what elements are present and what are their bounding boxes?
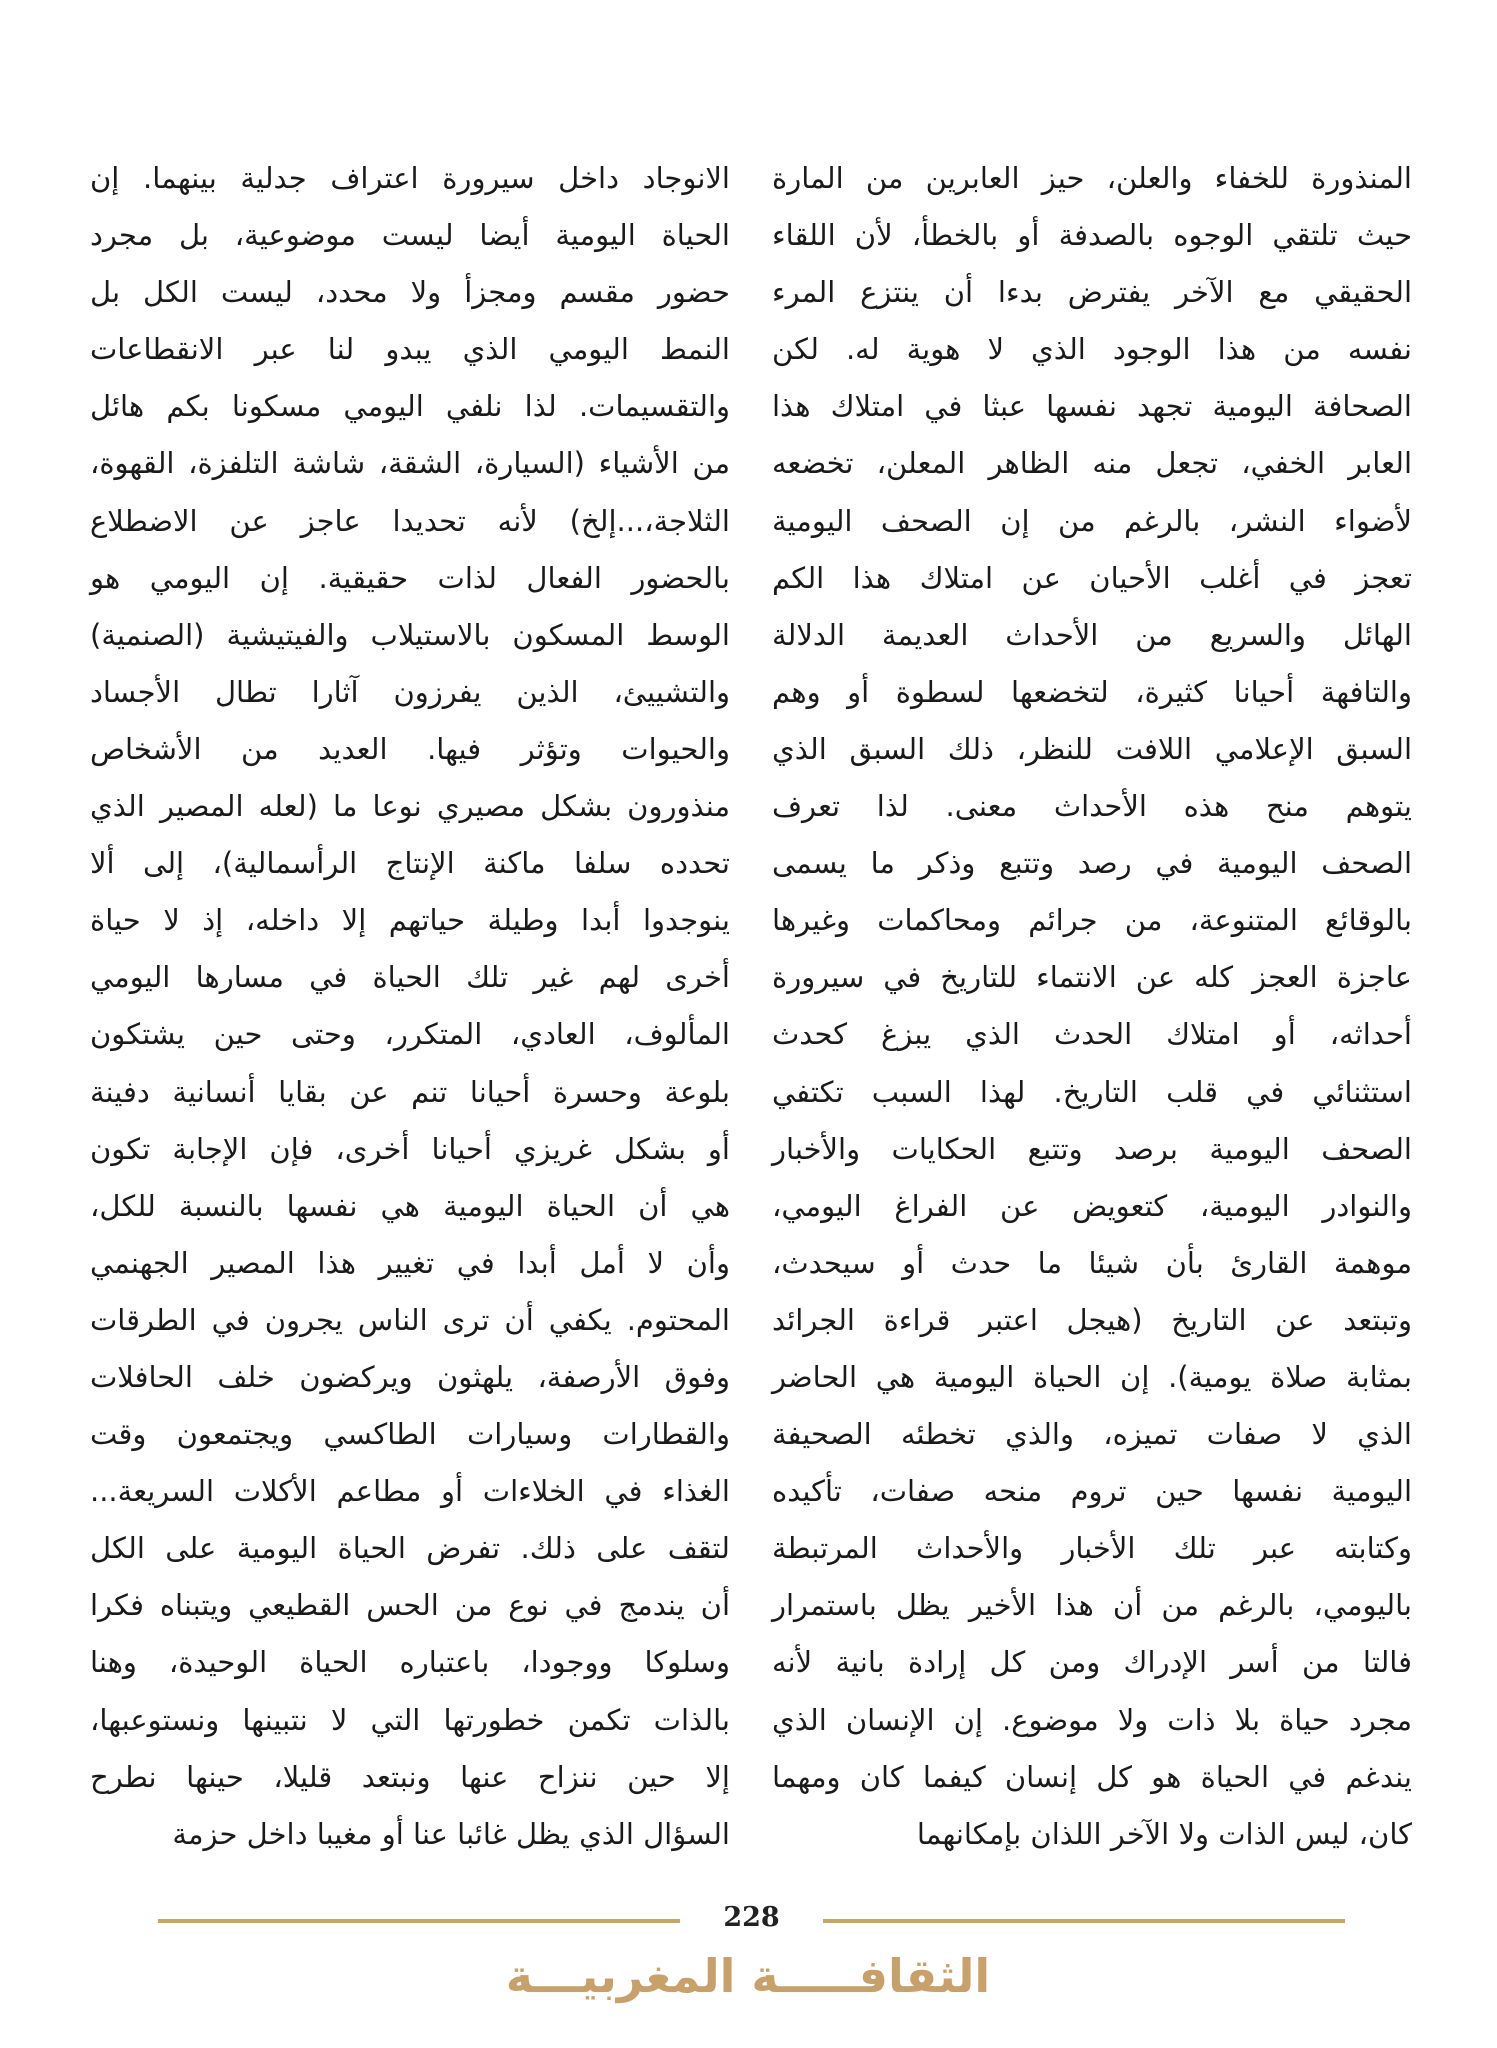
text-line: وكتابته عبر تلك الأخبار والأحداث المرتبطة bbox=[772, 1531, 1412, 1566]
text-line: الصحافة اليومية تجهد نفسها عبثا في امتلاك هذا bbox=[772, 389, 1412, 424]
text-line: وتبتعد عن التاريخ (هيجل اعتبر قراءة الجرائد bbox=[772, 1302, 1412, 1337]
text-line: ينوجدوا أبدا وطيلة حياتهم إلا داخله، إذ لا حياة bbox=[90, 903, 730, 938]
left-text-column bbox=[90, 150, 730, 1863]
text-line: والنوادر اليومية، كتعويض عن الفراغ اليومي، bbox=[772, 1188, 1412, 1223]
text-line: حضور مقسم ومجزأ ولا محدد، ليست الكل بل bbox=[90, 275, 730, 310]
text-line: المألوف، العادي، المتكرر، وحتى حين يشتكون bbox=[90, 1017, 730, 1052]
text-line: الذي لا صفات تميزه، والذي تخطئه الصحيفة bbox=[772, 1417, 1412, 1452]
text-line: تعجز في أغلب الأحيان عن امتلاك هذا الكم bbox=[772, 560, 1412, 595]
footer-rule-left bbox=[158, 1919, 680, 1923]
text-line: الغذاء في الخلاءات أو مطاعم الأكلات السريعة... bbox=[90, 1474, 730, 1509]
right-text-column bbox=[772, 150, 1412, 1863]
text-line: الحقيقي مع الآخر يفترض بدءا أن ينتزع المرء bbox=[772, 275, 1412, 310]
text-line: بالحضور الفعال لذات حقيقية. إن اليومي هو bbox=[90, 560, 730, 595]
text-line: والتشييئ، الذين يفرزون آثارا تطال الأجساد bbox=[90, 674, 730, 709]
text-line: والتافهة أحيانا كثيرة، لتخضعها لسطوة أو وهم bbox=[772, 674, 1412, 709]
text-line: والتقسيمات. لذا نلفي اليومي مسكونا بكم هائل bbox=[90, 389, 730, 424]
text-line: موهمة القارئ بأن شيئا ما حدث أو سيحدث، bbox=[772, 1245, 1412, 1280]
footer-rule-right bbox=[823, 1919, 1345, 1923]
text-line: اليومية نفسها حين تروم منحه صفات، تأكيده bbox=[772, 1474, 1412, 1509]
page-number: 228 bbox=[723, 1902, 780, 1933]
text-line: حيث تلتقي الوجوه بالصدفة أو بالخطأ، لأن اللقاء bbox=[772, 218, 1412, 253]
text-line: مجرد حياة بلا ذات ولا موضوع. إن الإنسان الذي bbox=[772, 1702, 1412, 1737]
text-line: النمط اليومي الذي يبدو لنا عبر الانقطاعات bbox=[90, 332, 730, 367]
text-line: من الأشياء (السيارة، الشقة، شاشة التلفزة، القهوة، bbox=[90, 446, 730, 481]
text-line: والقطارات وسيارات الطاكسي ويجتمعون وقت bbox=[90, 1417, 730, 1452]
text-line: تحدده سلفا ماكنة الإنتاج الرأسمالية)، إلى ألا bbox=[90, 846, 730, 881]
text-line: الصحف اليومية في رصد وتتبع وذكر ما يسمى bbox=[772, 846, 1412, 881]
text-line: بلوعة وحسرة أحيانا تنم عن بقايا أنسانية دفينة bbox=[90, 1074, 730, 1109]
text-line: لتقف على ذلك. تفرض الحياة اليومية على الكل bbox=[90, 1531, 730, 1566]
text-line: إلا حين ننزاح عنها ونبتعد قليلا، حينها نطرح bbox=[90, 1759, 730, 1794]
page-footer bbox=[158, 1902, 1345, 1936]
text-line: أخرى لهم غير تلك الحياة في مسارها اليومي bbox=[90, 960, 730, 995]
magazine-title-logo: الثقافـــــة المغربيـــة bbox=[505, 1949, 991, 2003]
text-line: الحياة اليومية أيضا ليست موضوعية، بل مجرد bbox=[90, 218, 730, 253]
text-line: يتوهم منح هذه الأحداث معنى. لذا تعرف bbox=[772, 789, 1412, 824]
text-line: وسلوكا ووجودا، باعتباره الحياة الوحيدة، وهنا bbox=[90, 1645, 730, 1680]
text-line: بمثابة صلاة يومية). إن الحياة اليومية هي الحاضر bbox=[772, 1359, 1412, 1394]
text-line: استثنائي في قلب التاريخ. لهذا السبب تكتفي bbox=[772, 1074, 1412, 1109]
text-line: بالذات تكمن خطورتها التي لا نتبينها ونستوعبها، bbox=[90, 1702, 730, 1737]
text-line: الانوجاد داخل سيرورة اعتراف جدلية بينهما. إن bbox=[90, 161, 730, 195]
text-line: بالوقائع المتنوعة، من جرائم ومحاكمات وغيرها bbox=[772, 903, 1412, 938]
text-line: الهائل والسريع من الأحداث العديمة الدلالة bbox=[772, 617, 1412, 652]
text-line: عاجزة العجز كله عن الانتماء للتاريخ في سيرورة bbox=[772, 960, 1412, 995]
text-line: فالتا من أسر الإدراك ومن كل إرادة بانية لأنه bbox=[772, 1645, 1412, 1680]
text-line: وفوق الأرصفة، يلهثون ويركضون خلف الحافلات bbox=[90, 1359, 730, 1394]
text-line: يندغم في الحياة هو كل إنسان كيفما كان ومهما bbox=[772, 1759, 1412, 1794]
text-line: الصحف اليومية برصد وتتبع الحكايات والأخبار bbox=[772, 1131, 1412, 1166]
text-line: نفسه من هذا الوجود الذي لا هوية له. لكن bbox=[772, 332, 1412, 367]
text-line: باليومي، بالرغم من أن هذا الأخير يظل باستمرار bbox=[772, 1588, 1412, 1623]
text-line: أحداثه، أو امتلاك الحدث الذي يبزغ كحدث bbox=[772, 1017, 1412, 1052]
text-line: وأن لا أمل أبدا في تغيير هذا المصير الجهنمي bbox=[90, 1245, 730, 1280]
text-line: كان، ليس الذات ولا الآخر اللذان بإمكانهما bbox=[916, 1816, 1412, 1851]
text-line: الوسط المسكون بالاستيلاب والفيتيشية (الصنمية) bbox=[90, 617, 730, 652]
text-line: السبق الإعلامي اللافت للنظر، ذلك السبق الذي bbox=[772, 731, 1412, 766]
text-line: والحيوات وتؤثر فيها. العديد من الأشخاص bbox=[90, 731, 730, 766]
text-line: منذورون بشكل مصيري نوعا ما (لعله المصير الذي bbox=[90, 789, 730, 824]
text-line: السؤال الذي يظل غائبا عنا أو مغيبا داخل حزمة bbox=[172, 1816, 730, 1851]
text-line: الثلاجة،...إلخ) لأنه تحديدا عاجز عن الاضطلاع bbox=[90, 503, 730, 538]
text-line: المنذورة للخفاء والعلن، حيز العابرين من المارة bbox=[772, 161, 1412, 195]
text-line: أو بشكل غريزي أحيانا أخرى، فإن الإجابة تكون bbox=[90, 1131, 730, 1166]
text-line: أن يندمج في نوع من الحس القطيعي ويتبناه فكرا bbox=[90, 1588, 730, 1623]
text-line: لأضواء النشر، بالرغم من إن الصحف اليومية bbox=[772, 503, 1412, 538]
text-line: العابر الخفي، تجعل منه الظاهر المعلن، تخضعه bbox=[772, 446, 1412, 481]
text-line: هي أن الحياة اليومية هي نفسها بالنسبة للكل، bbox=[90, 1188, 730, 1223]
text-line: المحتوم. يكفي أن ترى الناس يجرون في الطرقات bbox=[90, 1302, 730, 1337]
